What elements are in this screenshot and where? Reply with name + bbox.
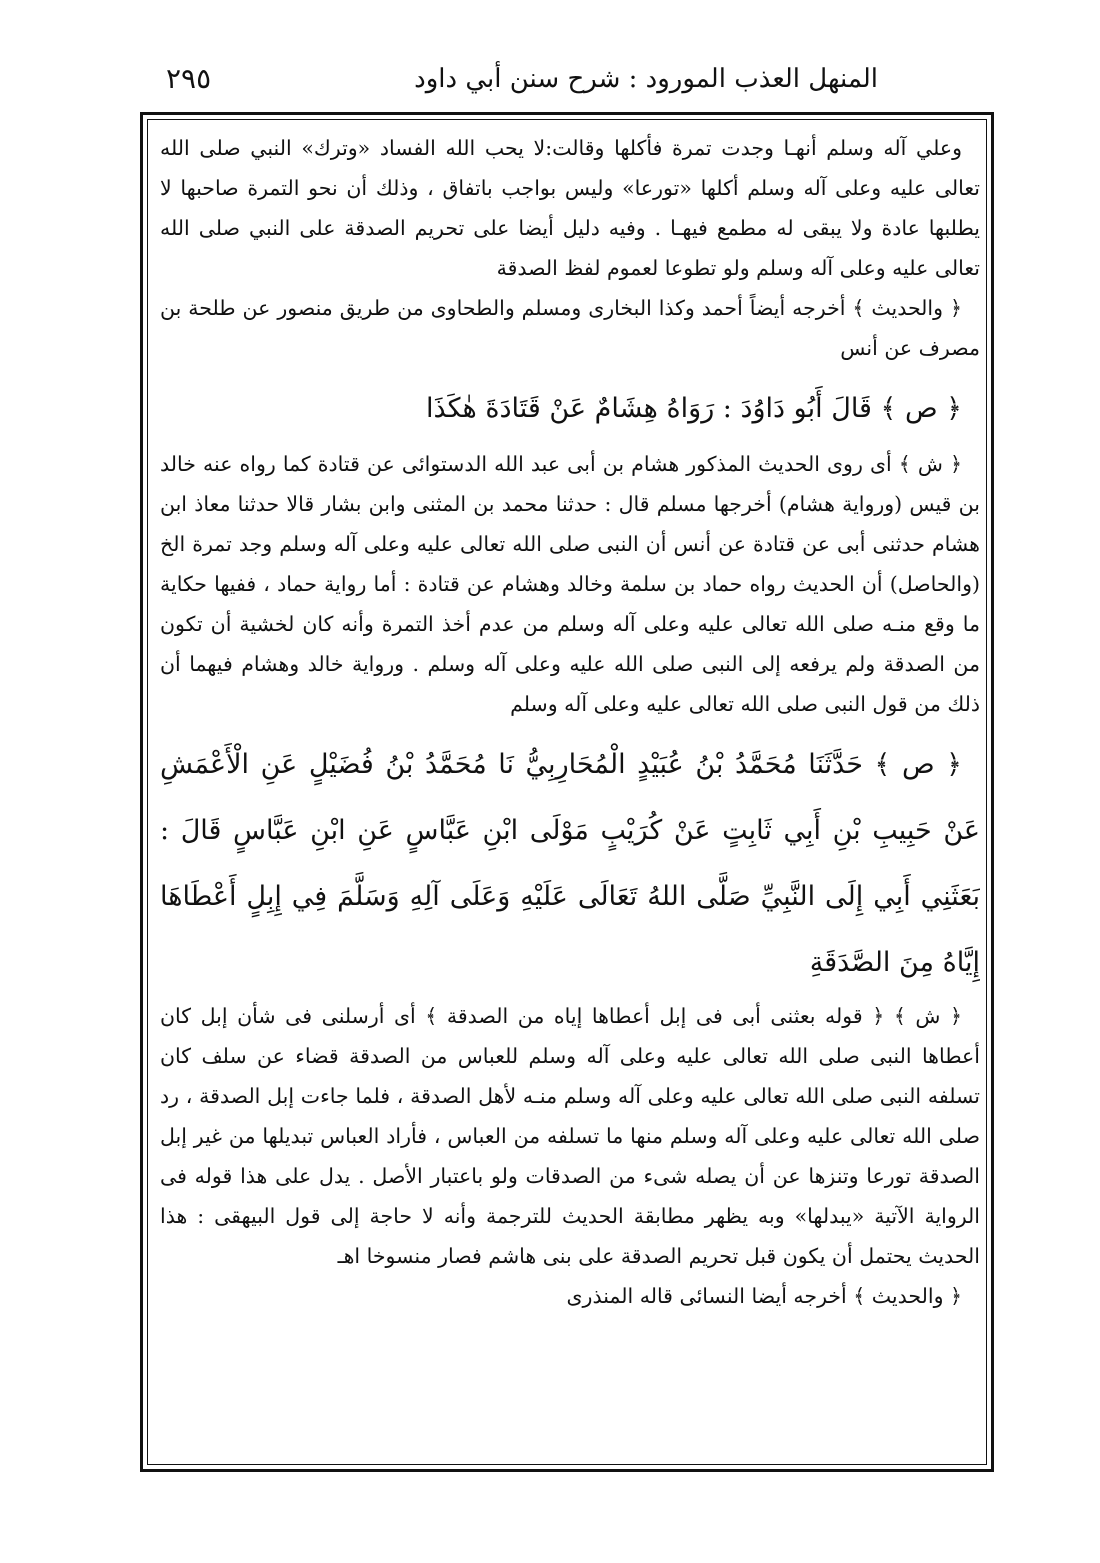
page-body xyxy=(160,128,980,1453)
commentary-paragraph: ﴿ ش ﴾ أى روى الحديث المذكور هشام بن أبى عبد الله الدستوائى عن قتادة كما رواه عنه خالد بن قيس (ورواية هشام) أخرجها مسلم قال : حدثنا محمد بن المثنى وابن بشار قالا حدثنا معاذ ابن هشام حدثنى أبى عن قتادة عن أنس أن النبى صلى الله تعالى عليه وعلى آله وسلم وجد تمرة الخ (والحاصل) أن الحديث رواه حماد بن سلمة وخالد وهشام عن قتادة : أما رواية حماد ، ففيها حكاية ما وقع منـه صلى الله تعالى عليه وعلى آله وسلم من عدم أخذ التمرة وأنه كان لخشية أن تكون من الصدقة ولم يرفعه إلى النبى صلى الله عليه وعلى آله وسلم . ورواية خالد وهشام فيهما أن ذلك من قول النبى صلى الله تعالى عليه وعلى آله وسلم xyxy=(160,452,980,716)
hadith-text-paragraph: ﴿ ص ﴾ حَدَّثَنَا مُحَمَّدُ بْنُ عُبَيْدٍ الْمُحَارِبِيُّ نَا مُحَمَّدُ بْنُ فُضَيْلٍ عَنِ الْأَعْمَشِ عَنْ حَبِيبِ بْنِ أَبِي ثَابِتٍ عَنْ كُرَيْبٍ مَوْلَى ابْنِ عَبَّاسٍ عَنِ ابْنِ عَبَّاسٍ قَالَ : بَعَثَنِي أَبِي إِلَى النَّبِيِّ صَلَّى اللهُ تَعَالَى عَلَيْهِ وَعَلَى آلِهِ وَسَلَّمَ فِي إِبِلٍ أَعْطَاهَا إِيَّاهُ مِنَ الصَّدَقَةِ xyxy=(160,749,980,978)
commentary-paragraph: وعلي آله وسلم أنهـا وجدت تمرة فأكلها وقالت:لا يحب الله الفساد «وترك» النبي صلى الله تعالى عليه وعلى آله وسلم أكلها «تورعا» وليس بواجب باتفاق ، وذلك أن نحو التمرة صاحبها لا يطلبها عادة ولا يبقى له مطمع فيهـا . وفيه دليل أيضا على تحريم الصدقة على النبي صلى الله تعالى عليه وعلى آله وسلم ولو تطوعا لعموم لفظ الصدقة xyxy=(160,136,980,280)
hadith-source-paragraph: ﴿ والحديث ﴾ أخرجه أيضا النسائى قاله المنذرى xyxy=(566,1284,962,1308)
book-title: المنهل العذب المورود : شرح سنن أبي داود xyxy=(414,64,878,94)
hadith-source-paragraph: ﴿ والحديث ﴾ أخرجه أيضاً أحمد وكذا البخارى ومسلم والطحاوى من طريق منصور عن طلحة بن مصرف عن أنس xyxy=(160,296,980,360)
hadith-text-paragraph: ﴿ ص ﴾ قَالَ أَبُو دَاوُدَ : رَوَاهُ هِشَامٌ عَنْ قَتَادَةَ هٰكَذَا xyxy=(425,393,962,424)
spacer xyxy=(160,724,980,732)
page-header xyxy=(118,58,1018,108)
commentary-paragraph: ﴿ ش ﴾ ﴿ قوله بعثنى أبى فى إبل أعطاها إياه من الصدقة ﴾ أى أرسلنى فى شأن إبل كان أعطاها النبى صلى الله تعالى عليه وعلى آله وسلم للعباس من الصدقة قضاء عن سلف كان تسلفه النبى صلى الله تعالى عليه وعلى آله وسلم منـه لأهل الصدقة ، فلما جاءت إبل الصدقة ، رد صلى الله تعالى عليه وعلى آله وسلم منها ما تسلفه من العباس ، فأراد العباس تبديلها من غير إبل الصدقة تورعا وتنزها عن أن يصله شىء من الصدقات ولو باعتبار الأصل . يدل على هذا قوله فى الرواية الآتية «يبدلها» وبه يظهر مطابقة الحديث للترجمة وأنه لا حاجة إلى قول البيهقى : هذا الحديث يحتمل أن يكون قبل تحريم الصدقة على بنى هاشم فصار منسوخا اهـ xyxy=(160,1004,980,1268)
page-number: ٢٩٥ xyxy=(166,62,212,95)
